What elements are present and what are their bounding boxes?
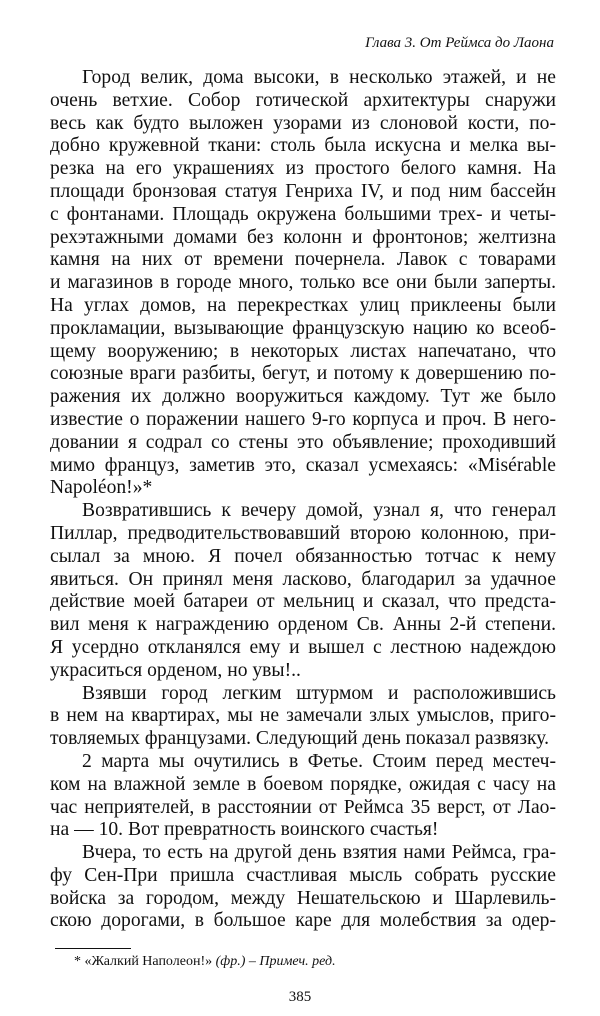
footnote (74, 953, 336, 970)
text-line: ражения их должно вооружиться каждому. Тут же было (50, 386, 556, 408)
text-line: вил меня к награждению орденом Св. Анны 2-й степени. (50, 614, 556, 636)
text-line: На углах домов, на перекрестках улиц приклеены были (50, 294, 556, 316)
text-line: союзные враги разбиты, бегут, и потому к довершению по- (50, 363, 556, 385)
text-line: войска за городом, между Нешательскою и Шарлевиль- (50, 887, 556, 909)
text-line: в нем на квартирах, мы не замечали злых умыслов, приго- (50, 705, 556, 727)
text-line: на — 10. Вот превратность воинского счастья! (50, 819, 439, 841)
text-line: сылал за мною. Я почел обязанностью тотчас к нему (50, 545, 556, 567)
text-line: скою дорогами, в большое каре для молебствия за одер- (50, 910, 556, 932)
text-line: довании я содрал со стены это объявление; проходивший (50, 431, 556, 453)
text-line: резка на его украшениях из простого белого камня. На (50, 158, 556, 180)
text-line: Вчера, то есть на другой день взятия нами Реймса, гра- (82, 842, 556, 864)
text-line: Я усердно откланялся ему и вышел с лестною надеждою (50, 636, 556, 658)
footnote-editor-note: Примеч. ред. (259, 954, 336, 969)
text-line: ком на влажной земле в боевом порядке, ожидая с часу на (50, 773, 556, 795)
text-line: 2 марта мы очутились в Фетье. Стоим перед местеч- (82, 750, 556, 772)
text-line: Пиллар, предводительствовавший второю колонною, при- (50, 522, 556, 544)
text-line: явиться. Он принял меня ласково, благодарил за удачное (50, 568, 556, 590)
text-line: фу Сен-При пришла счастливая мысль собрать русские (50, 864, 556, 886)
paragraph (50, 751, 556, 842)
body-text (50, 67, 556, 933)
text-line: украситься орденом, но увы!.. (50, 659, 301, 681)
text-line: Взявши город легким штурмом и расположившись (82, 682, 556, 704)
page-number: 385 (288, 989, 312, 1005)
text-line: Napoléon!»* (50, 477, 153, 499)
text-line: с фонтанами. Площадь окружена большими трех- и четы- (50, 203, 556, 225)
footnote-marker: * (74, 954, 81, 969)
text-line: камня на них от времени почернела. Лавок с товарами (50, 249, 556, 271)
footnote-divider (55, 948, 131, 949)
running-head: Глава 3. От Реймса до Лаона (365, 35, 554, 51)
footnote-text: «Жалкий Наполеон!» (84, 954, 213, 969)
text-line: весь как будто выложен узорами из слоновой кости, по- (50, 112, 556, 134)
text-line: час неприятелей, в расстоянии от Реймса 35 верст, от Лао- (50, 796, 556, 818)
text-line: Город велик, дома высоки, в несколько этажей, и не (82, 67, 556, 88)
paragraph (50, 500, 556, 682)
footnote-dash: – (248, 954, 256, 969)
text-line: очень ветхие. Собор готической архитектуры снаружи (50, 89, 556, 111)
paragraph (50, 683, 556, 751)
paragraph (50, 842, 556, 933)
text-line: товляемых французами. Следующий день показал развязку. (50, 728, 549, 750)
text-line: прокламации, вызывающие французскую нацию ко всеоб- (50, 317, 556, 339)
text-line: известие о поражении нашего 9-го корпуса и проч. В него- (50, 408, 556, 430)
text-line: действие моей батареи от мельниц и сказал, что предста- (50, 591, 556, 613)
text-line: площади бронзовая статуя Генриха IV, и под ним бассейн (50, 180, 556, 202)
text-line: добно кружевной ткани: столь была искусна и мелка вы- (50, 135, 556, 157)
text-line: и магазинов в городе много, только все они были заперты. (50, 272, 556, 294)
text-line: Возвратившись к вечеру домой, узнал я, что генерал (82, 500, 556, 522)
paragraph (50, 67, 556, 500)
text-line: щему вооружению; в некоторых листах напечатано, что (50, 340, 556, 362)
text-line: рехэтажными домами без колонн и фронтонов; желтизна (50, 226, 556, 248)
text-line: мимо француз, заметив это, сказал усмехаясь: «Misérable (50, 454, 556, 476)
footnote-language: (фр.) (215, 954, 246, 969)
